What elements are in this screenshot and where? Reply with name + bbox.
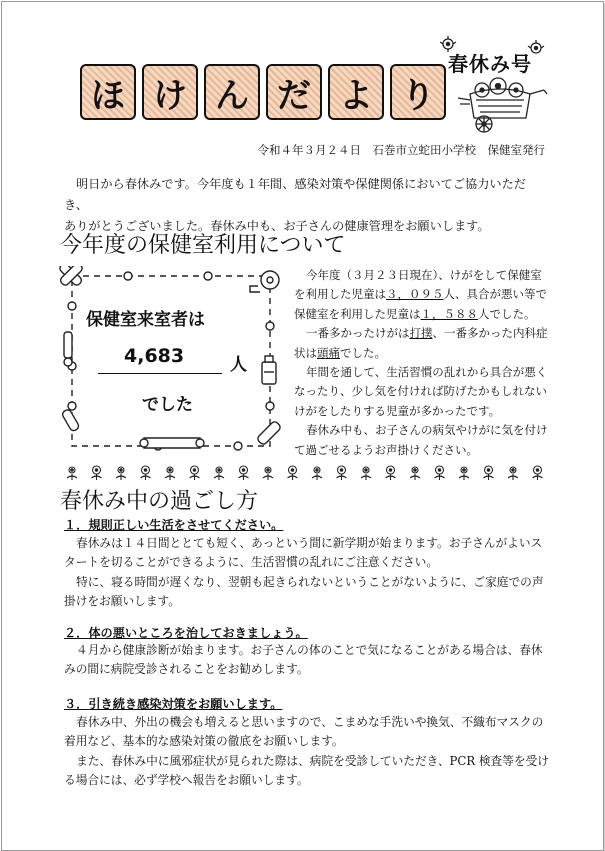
usage-paragraph: 今年度（３月２３日現在）、けがをして保健室を利用した児童は３，０９５人、具合が悪い等で保健室を利用した児童は１，５８８人でした。 [294,268,547,321]
flower-icon [435,466,445,480]
visitor-count: 4,683 [124,345,185,367]
usage-paragraph: 年間を通して、生活習慣の乱れから具合が悪くなったり、少し気を付ければ防げたかもしれないけがをしたりする児童が多かったです。 [294,365,548,418]
flower-icon [410,467,420,480]
section-heading-spring: 春休み中の過ごし方 [60,489,259,514]
flower-icon [141,466,151,480]
item-body: 春休み中、外出の機会も増えると思いますので、こまめな手洗いや換気、不織布マスクの着用など、基本的な感染対策の徹底をお願いします。 また、春休み中に風邪症状が見られた際は、病院を受診していただき、PCR 検査等を受ける場合には、必ず学校へ報告をお願いします。 [64,715,549,788]
flower-icon [484,466,494,480]
usage-paragraph: 春休み中も、お子さんの病気やけがに気を付けて過ごせるようお声掛けください。 [294,423,548,457]
count-underline [98,373,222,374]
flower-icon [459,467,469,480]
flower-icon [165,467,175,480]
title-char: ほ [80,64,136,120]
top-injury: 打撲 [409,326,433,341]
medicine-bottle-icon [262,356,276,384]
visitor-count-unit: 人 [230,355,247,375]
flower-icon [116,467,126,480]
flower-icon [361,467,371,480]
publication-info: 令和４年３月２４日 石巻市立蛇田小学校 保健室発行 [257,143,545,157]
thermometer-icon [64,332,72,366]
item-body: 春休みは１４日間ととても短く、あっという間に新学期が始まります。お子さんがよいスタートを切ることができるように、生活習慣の乱れにご注意ください。 特に、寝る時間が遅くなり、翌朝も起きられないということがないように、ご家庭での声掛けをお願いします。 [64,536,544,609]
usage-text [294,266,552,460]
title-char: よ [328,64,384,120]
flower-icon [263,467,273,480]
flower-icon [337,466,347,480]
item-heading: １．規則正しい生活をさせてください。 [64,518,284,532]
title-char: だ [266,64,322,120]
flower-icon [533,466,543,480]
newsletter-page [1,1,604,851]
sick-count: １，５８８ [420,306,478,321]
title-char: り [390,64,446,120]
frame-caption-end: でした [142,395,193,415]
flower-icon [508,467,518,480]
section-heading-usage: 今年度の保健室利用について [60,233,346,258]
flower-icon [214,467,224,480]
top-symptom: 頭痛 [317,345,340,360]
title-char: ん [204,64,260,120]
title-char: け [142,64,198,120]
usage-paragraph: 一番多かったけがは打撲、一番多かった内科症状は頭痛でした。 [294,326,548,360]
flower-icon [239,466,249,480]
flower-icon [288,466,298,480]
flower-icon [67,467,77,480]
newsletter-title [80,64,446,120]
intro-line: 明日から春休みです。今年度も１年間、感染対策や保健関係においてご協力いただき、 [64,177,526,212]
item-heading: ２．体の悪いところを治しておきましょう。 [64,626,308,640]
intro-line: ありがとうございました。春休み中も、お子さんの健康管理をお願いします。 [64,219,490,233]
item-heading: ３．引き続き感染対策をお願いします。 [64,697,283,711]
item-body: ４月から健康診断が始まります。お子さんの体のことで気になることがある場合は、春休みの間に病院受診されることをお勧めします。 [64,643,543,677]
frame-caption: 保健室来室者は [86,310,205,330]
flower-icon [92,466,102,480]
scroll-icon [140,438,204,448]
bandage-icon [58,266,83,287]
flower-border [64,462,550,482]
flower-icon [312,467,322,480]
flower-icon [190,466,200,480]
bandaid-icon [256,420,281,445]
tape-roll-icon [250,271,279,292]
issue-badge: 春休み号 [448,52,532,76]
injury-count: ３，０９５ [386,287,444,302]
flower-icon [386,466,396,480]
pill-icon [61,408,80,432]
